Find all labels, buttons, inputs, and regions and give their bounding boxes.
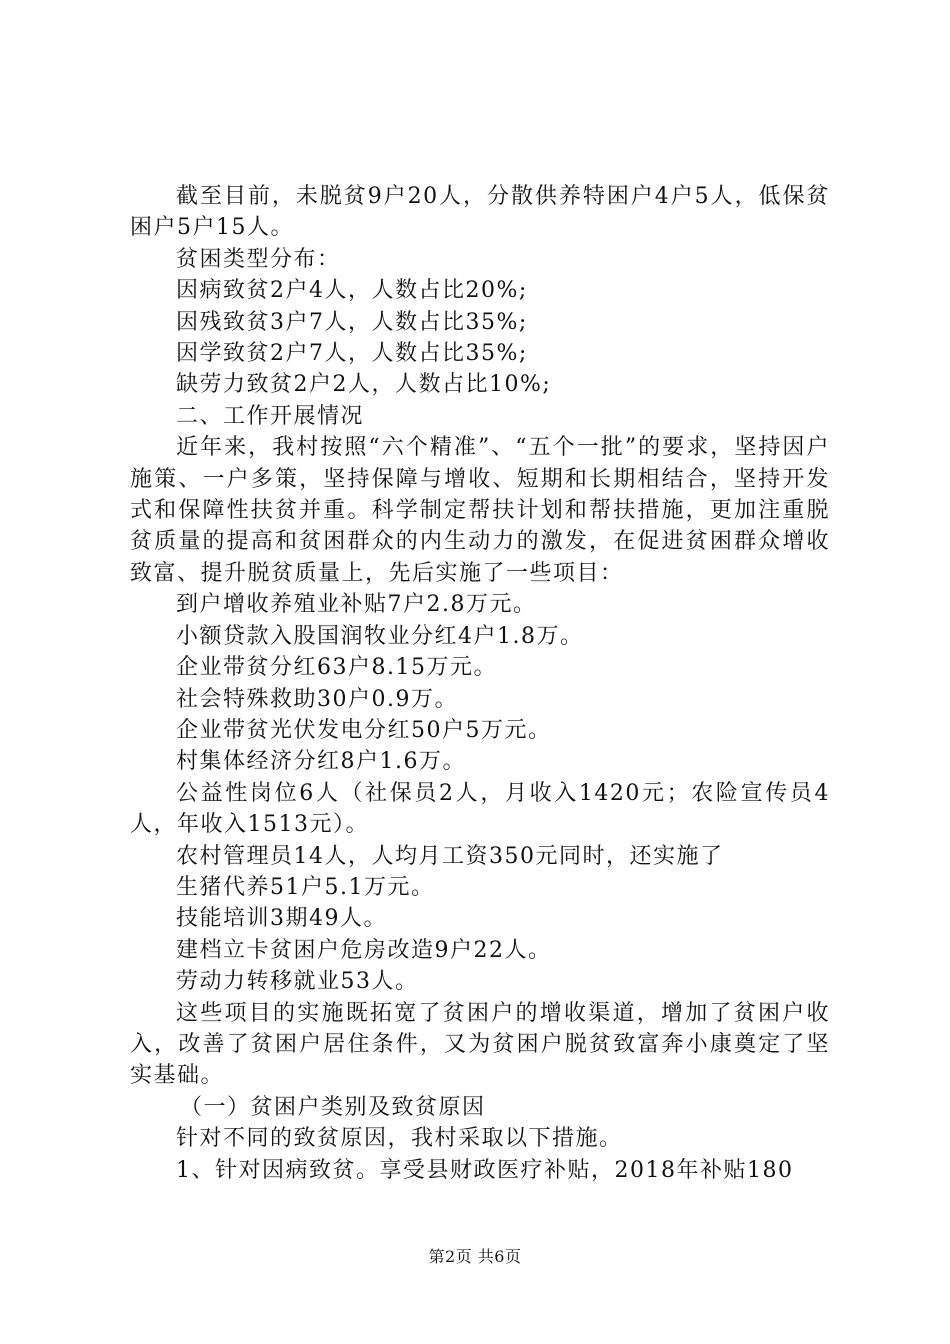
paragraph-unlifted-households: 截至目前，未脱贫9户20人，分散供养特困户4户5人，低保贫困户5户15人。 (130, 184, 830, 241)
paragraph-housing-renovation: 建档立卡贫困户危房改造9户22人。 (176, 937, 552, 963)
document-body (130, 181, 830, 1186)
paragraph-work-overview: 近年来，我村按照“六个精准”、“五个一批”的要求，坚持因户施策、一户多策，坚持保障与增收、短期和长期相结合，坚持开发式和保障性扶贫并重。科学制定帮扶计划和帮扶措施，更加注重脱贫质量的提高和贫困群众的内生动力的激发，在促进贫困群众增收致富、提升脱贫质量上，先后实施了一些项目： (130, 435, 830, 586)
paragraph-labor-shortage-poverty: 缺劳力致贫2户2人，人数占比10%; (176, 372, 552, 398)
paragraph-poverty-type-heading: 贫困类型分布： (176, 246, 341, 272)
paragraph-breeding-subsidy: 到户增收养殖业补贴7户2.8万元。 (176, 592, 537, 618)
paragraph-special-relief: 社会特殊救助30户0.9万。 (176, 686, 458, 712)
paragraph-pig-raising: 生猪代养51户5.1万元。 (176, 874, 435, 900)
subsection-heading-household-categories: （一）贫困户类别及致贫原因 (180, 1094, 486, 1120)
paragraph-collective-dividend: 村集体经济分红8户1.6万。 (176, 749, 466, 775)
paragraph-illness-poverty: 因病致贫2户4人，人数占比20%; (176, 278, 528, 304)
paragraph-illness-measure: 1、针对因病致贫。享受县财政医疗补贴，2018年补贴180 (176, 1157, 794, 1183)
paragraph-measures-intro: 针对不同的致贫原因，我村采取以下措施。 (176, 1126, 623, 1152)
paragraph-microloan-dividend: 小额贷款入股国润牧业分红4户1.8万。 (176, 623, 584, 649)
paragraph-public-welfare-jobs: 公益性岗位6人（社保员2人，月收入1420元；农险宣传员4人，年收入1513元）。 (130, 780, 830, 838)
paragraph-project-summary: 这些项目的实施既拓宽了贫困户的增收渠道，增加了贫困户收入，改善了贫困户居住条件，又为贫困户脱贫致富奔小康奠定了坚实基础。 (130, 1000, 830, 1089)
paragraph-solar-dividend: 企业带贫光伏发电分红50户5万元。 (176, 717, 552, 743)
paragraph-labor-transfer: 劳动力转移就业53人。 (176, 969, 419, 995)
paragraph-enterprise-dividend: 企业带贫分红63户8.15万元。 (176, 655, 497, 681)
paragraph-education-poverty: 因学致贫2户7人，人数占比35%; (176, 341, 528, 367)
page-footer: 第2页 共6页 (428, 1247, 522, 1266)
paragraph-rural-administrators: 农村管理员14人，人均月工资350元同时，还实施了 (176, 843, 724, 869)
paragraph-disability-poverty: 因残致贫3户7人，人数占比35%; (176, 309, 528, 335)
paragraph-skills-training: 技能培训3期49人。 (176, 906, 387, 932)
section-heading-work-progress: 二、工作开展情况 (176, 403, 365, 429)
